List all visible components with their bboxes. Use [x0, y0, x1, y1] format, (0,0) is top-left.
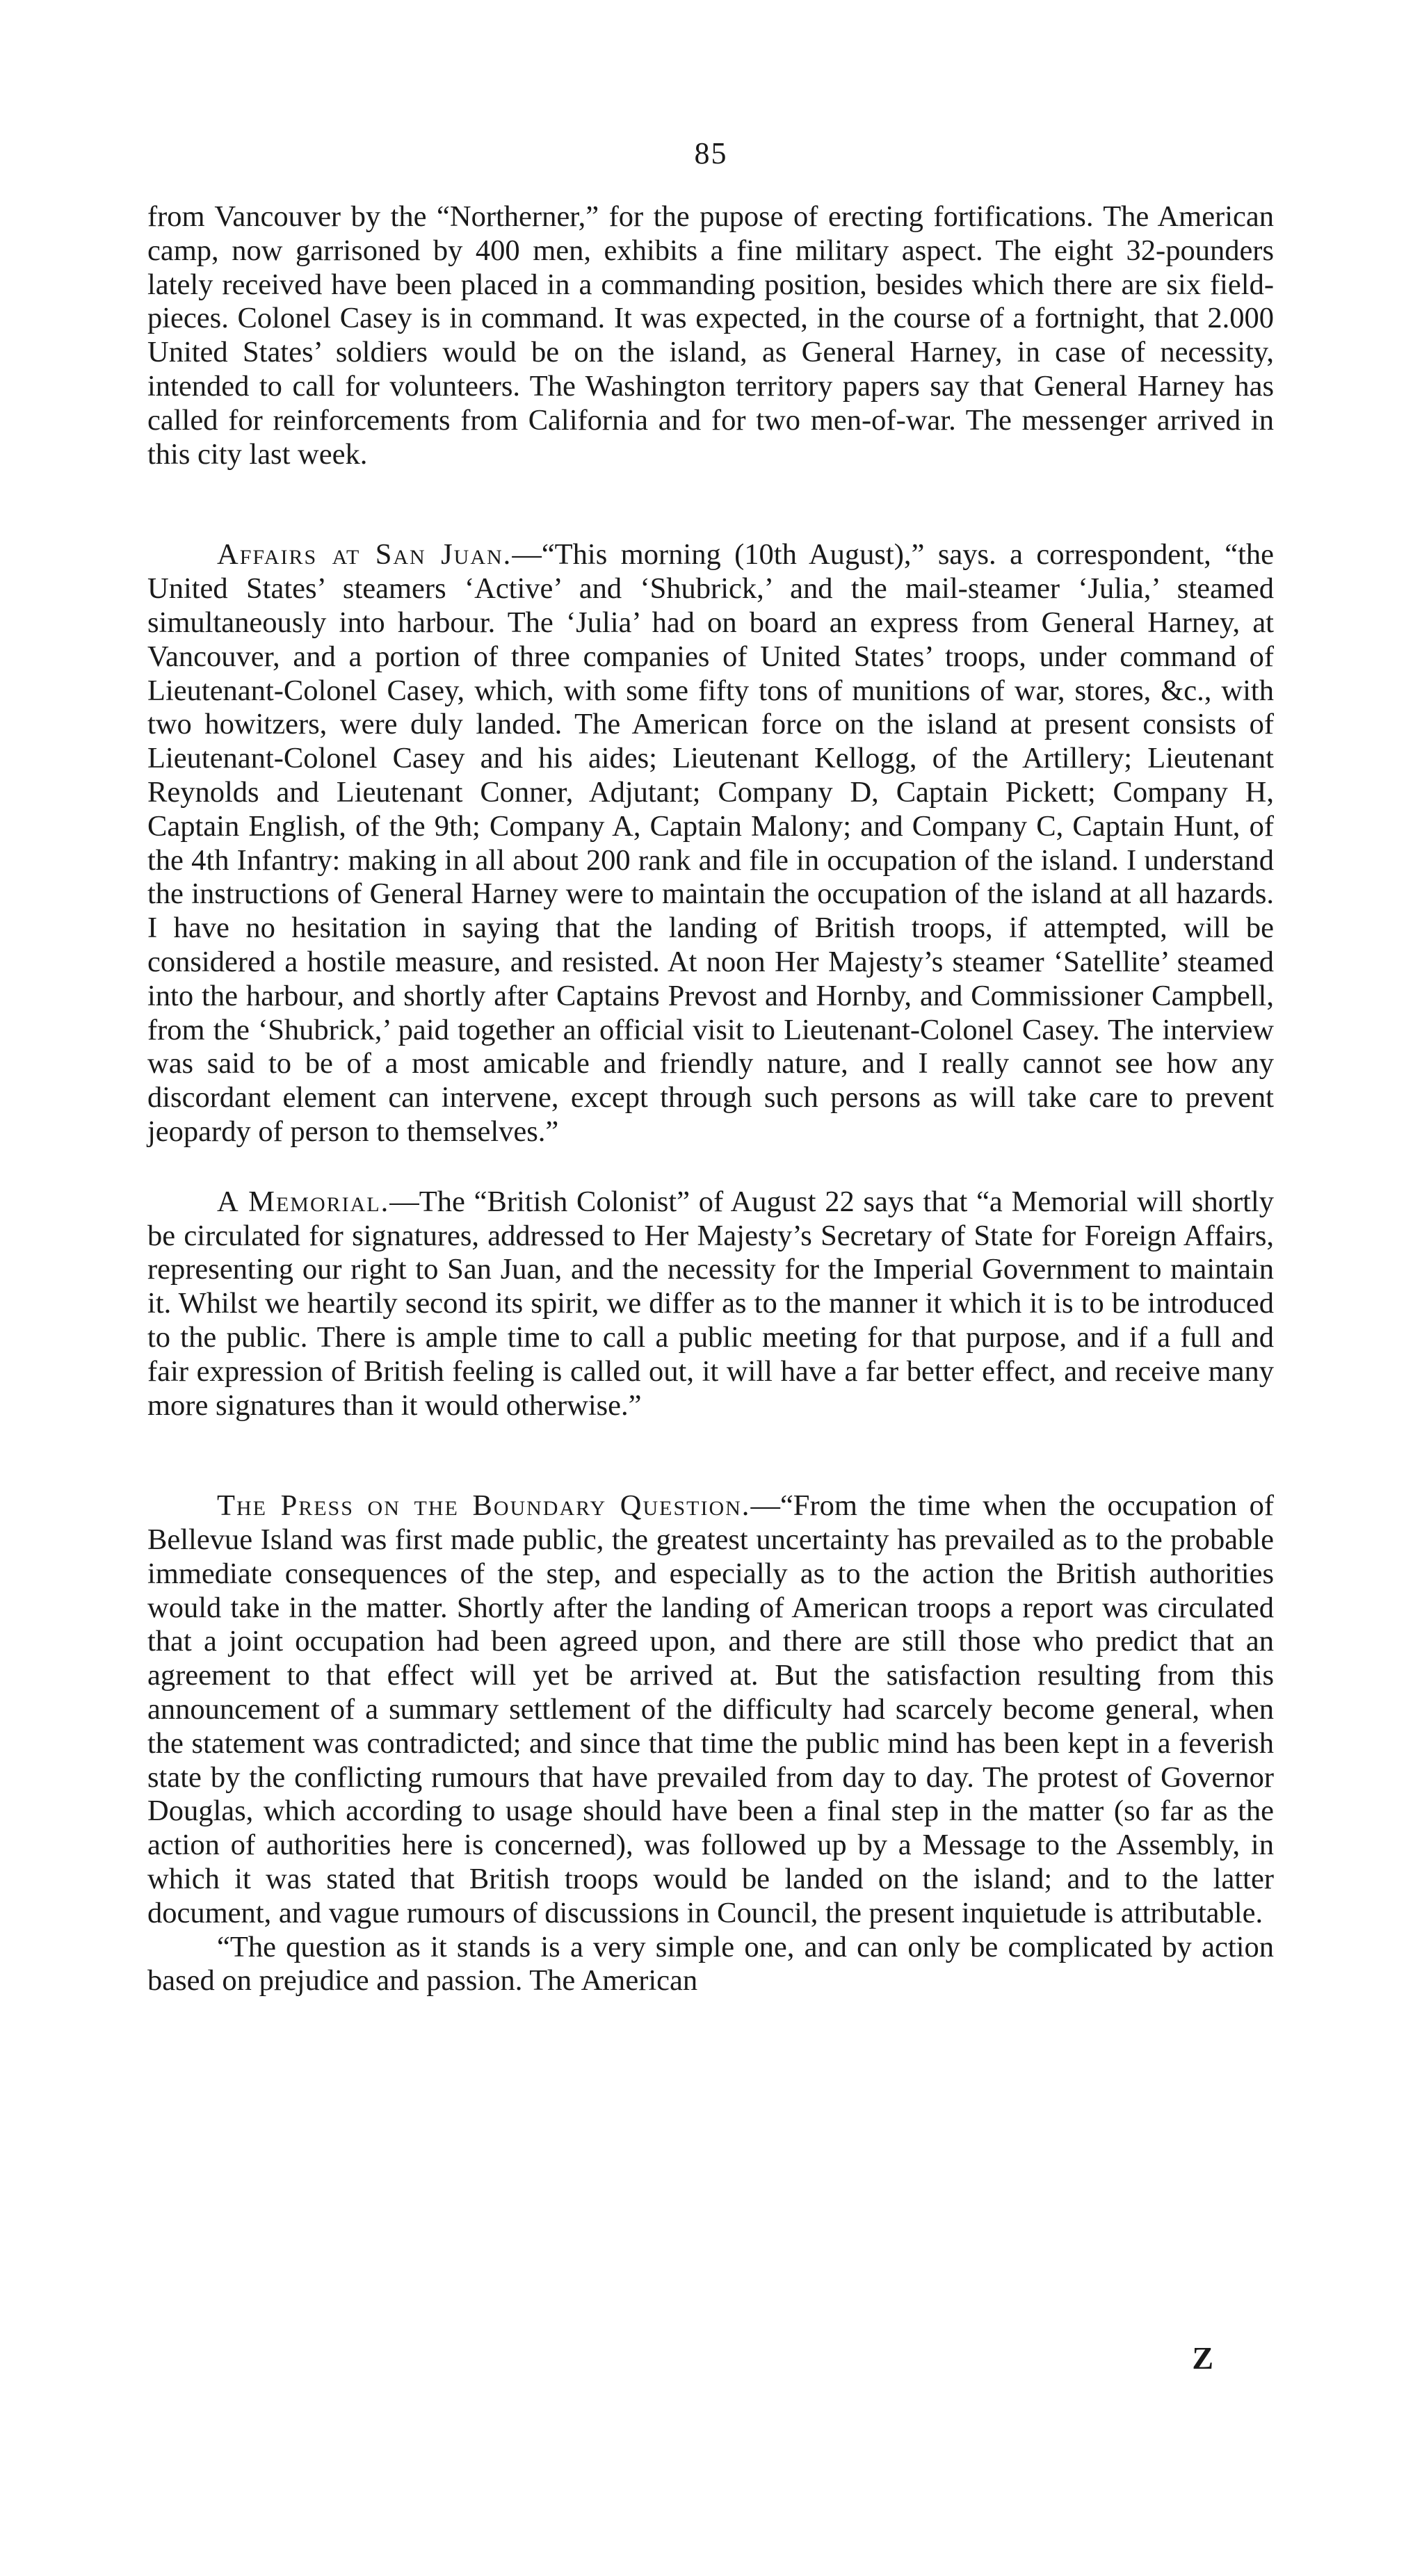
paragraph-press-boundary-question: [147, 1489, 1274, 1930]
paragraph-heading: The Press on the Boundary Question.: [217, 1489, 751, 1523]
paragraph-text: —“This morning (10th August),” says. a correspondent, “the United States’ steamers ‘Active’ and ‘Shubrick,’ and the mail-steamer ‘Julia,’ steamed simultaneously into harbour. The ‘Julia’ had on board an express from General Harney, at Vancouver, and a portion of three companies of United States’ troops, under command of Lieutenant-Colonel Casey, which, with some fifty tons of munitions of war, stores, &c., with two howitzers, were duly landed. The American force on the island at present consists of Lieutenant-Colonel Casey and his aides; Lieutenant Kellogg, of the Artillery; Lieutenant Reynolds and Lieutenant Conner, Adjutant; Company D, Captain Pickett; Company H, Captain English, of the 9th; Company A, Captain Malony; and Company C, Captain Hunt, of the 4th Infantry: making in all about 200 rank and file in occupation of the island. I understand the instructions of General Harney were to maintain the occupation of the island at all hazards. I have no hesitation in saying that the landing of British troops, if attempted, will be considered a hostile measure, and resisted. At noon Her Majesty’s steamer ‘Satellite’ steamed into the harbour, and shortly after Captains Prevost and Hornby, and Commissioner Campbell, from the ‘Shubrick,’ paid together an official visit to Lieutenant-Colonel Casey. The interview was said to be of a most amicable and friendly nature, and I really cannot see how any discordant element can intervene, except through such persons as will take care to prevent jeopardy of person to themselves.”: [147, 538, 1274, 1148]
body-text: [147, 200, 1274, 1998]
paragraph-question-simple: [147, 1931, 1274, 1999]
paragraph-memorial: [147, 1185, 1274, 1423]
paragraph-text: from Vancouver by the “Northerner,” for the pupose of erecting fortifications. The American camp, now garrisoned by 400 men, exhibits a fine military aspect. The eight 32-pounders lately received have been placed in a commanding position, besides which there are six field-pieces. Colonel Casey is in command. It was expected, in the course of a fortnight, that 2.000 United States’ soldiers would be on the island, as General Harney, in case of necessity, intended to call for volunteers. The Washington territory papers say that General Harney has called for reinforcements from California and for two men-of-war. The messenger arrived in this city last week.: [147, 200, 1274, 471]
paragraph-text: —The “British Colonist” of August 22 says that “a Memorial will shortly be circulated for signatures, addressed to Her Majesty’s Secretary of State for Foreign Affairs, representing our right to San Juan, and the necessity for the Imperial Government to maintain it. Whilst we heartily second its spirit, we differ as to the manner it which it is to be introduced to the public. There is ample time to call a public meeting for that purpose, and if a full and fair expression of British feeling is called out, it will have a far better effect, and receive many more signatures than it would otherwise.”: [147, 1185, 1274, 1422]
paragraph-text: “The question as it stands is a very simple one, and can only be complicated by action based on prejudice and passion. The American: [147, 1930, 1274, 1998]
paragraph-text: —“From the time when the occupation of Bellevue Island was first made public, the greatest uncertainty has prevailed as to the probable immediate consequences of the step, and especially as to the action the British authorities would take in the matter. Shortly after the landing of American troops a report was circulated that a joint occupation had been agreed upon, and there are still those who predict that an agreement to that effect will yet be arrived at. But the satisfaction resulting from this announcement of a summary settlement of the difficulty had scarcely become general, when the statement was contradicted; and since that time the public mind has been kept in a feverish state by the conflicting rumours that have prevailed from day to day. The protest of Governor Douglas, which according to usage should have been a final step in the matter (so far as the action of authorities here is concerned), was followed up by a Message to the Assembly, in which it was stated that British troops would be landed on the island; and to the latter document, and vague rumours of discussions in Council, the present inquietude is attributable.: [147, 1489, 1274, 1929]
paragraph-heading: Affairs at San Juan.: [217, 538, 512, 572]
paragraph-heading: A Memorial.: [217, 1185, 390, 1218]
page-number: 85: [694, 136, 728, 170]
signature-mark: Z: [1192, 2340, 1213, 2376]
paragraph-continuation: [147, 200, 1274, 471]
paragraph-affairs-san-juan: [147, 538, 1274, 1149]
